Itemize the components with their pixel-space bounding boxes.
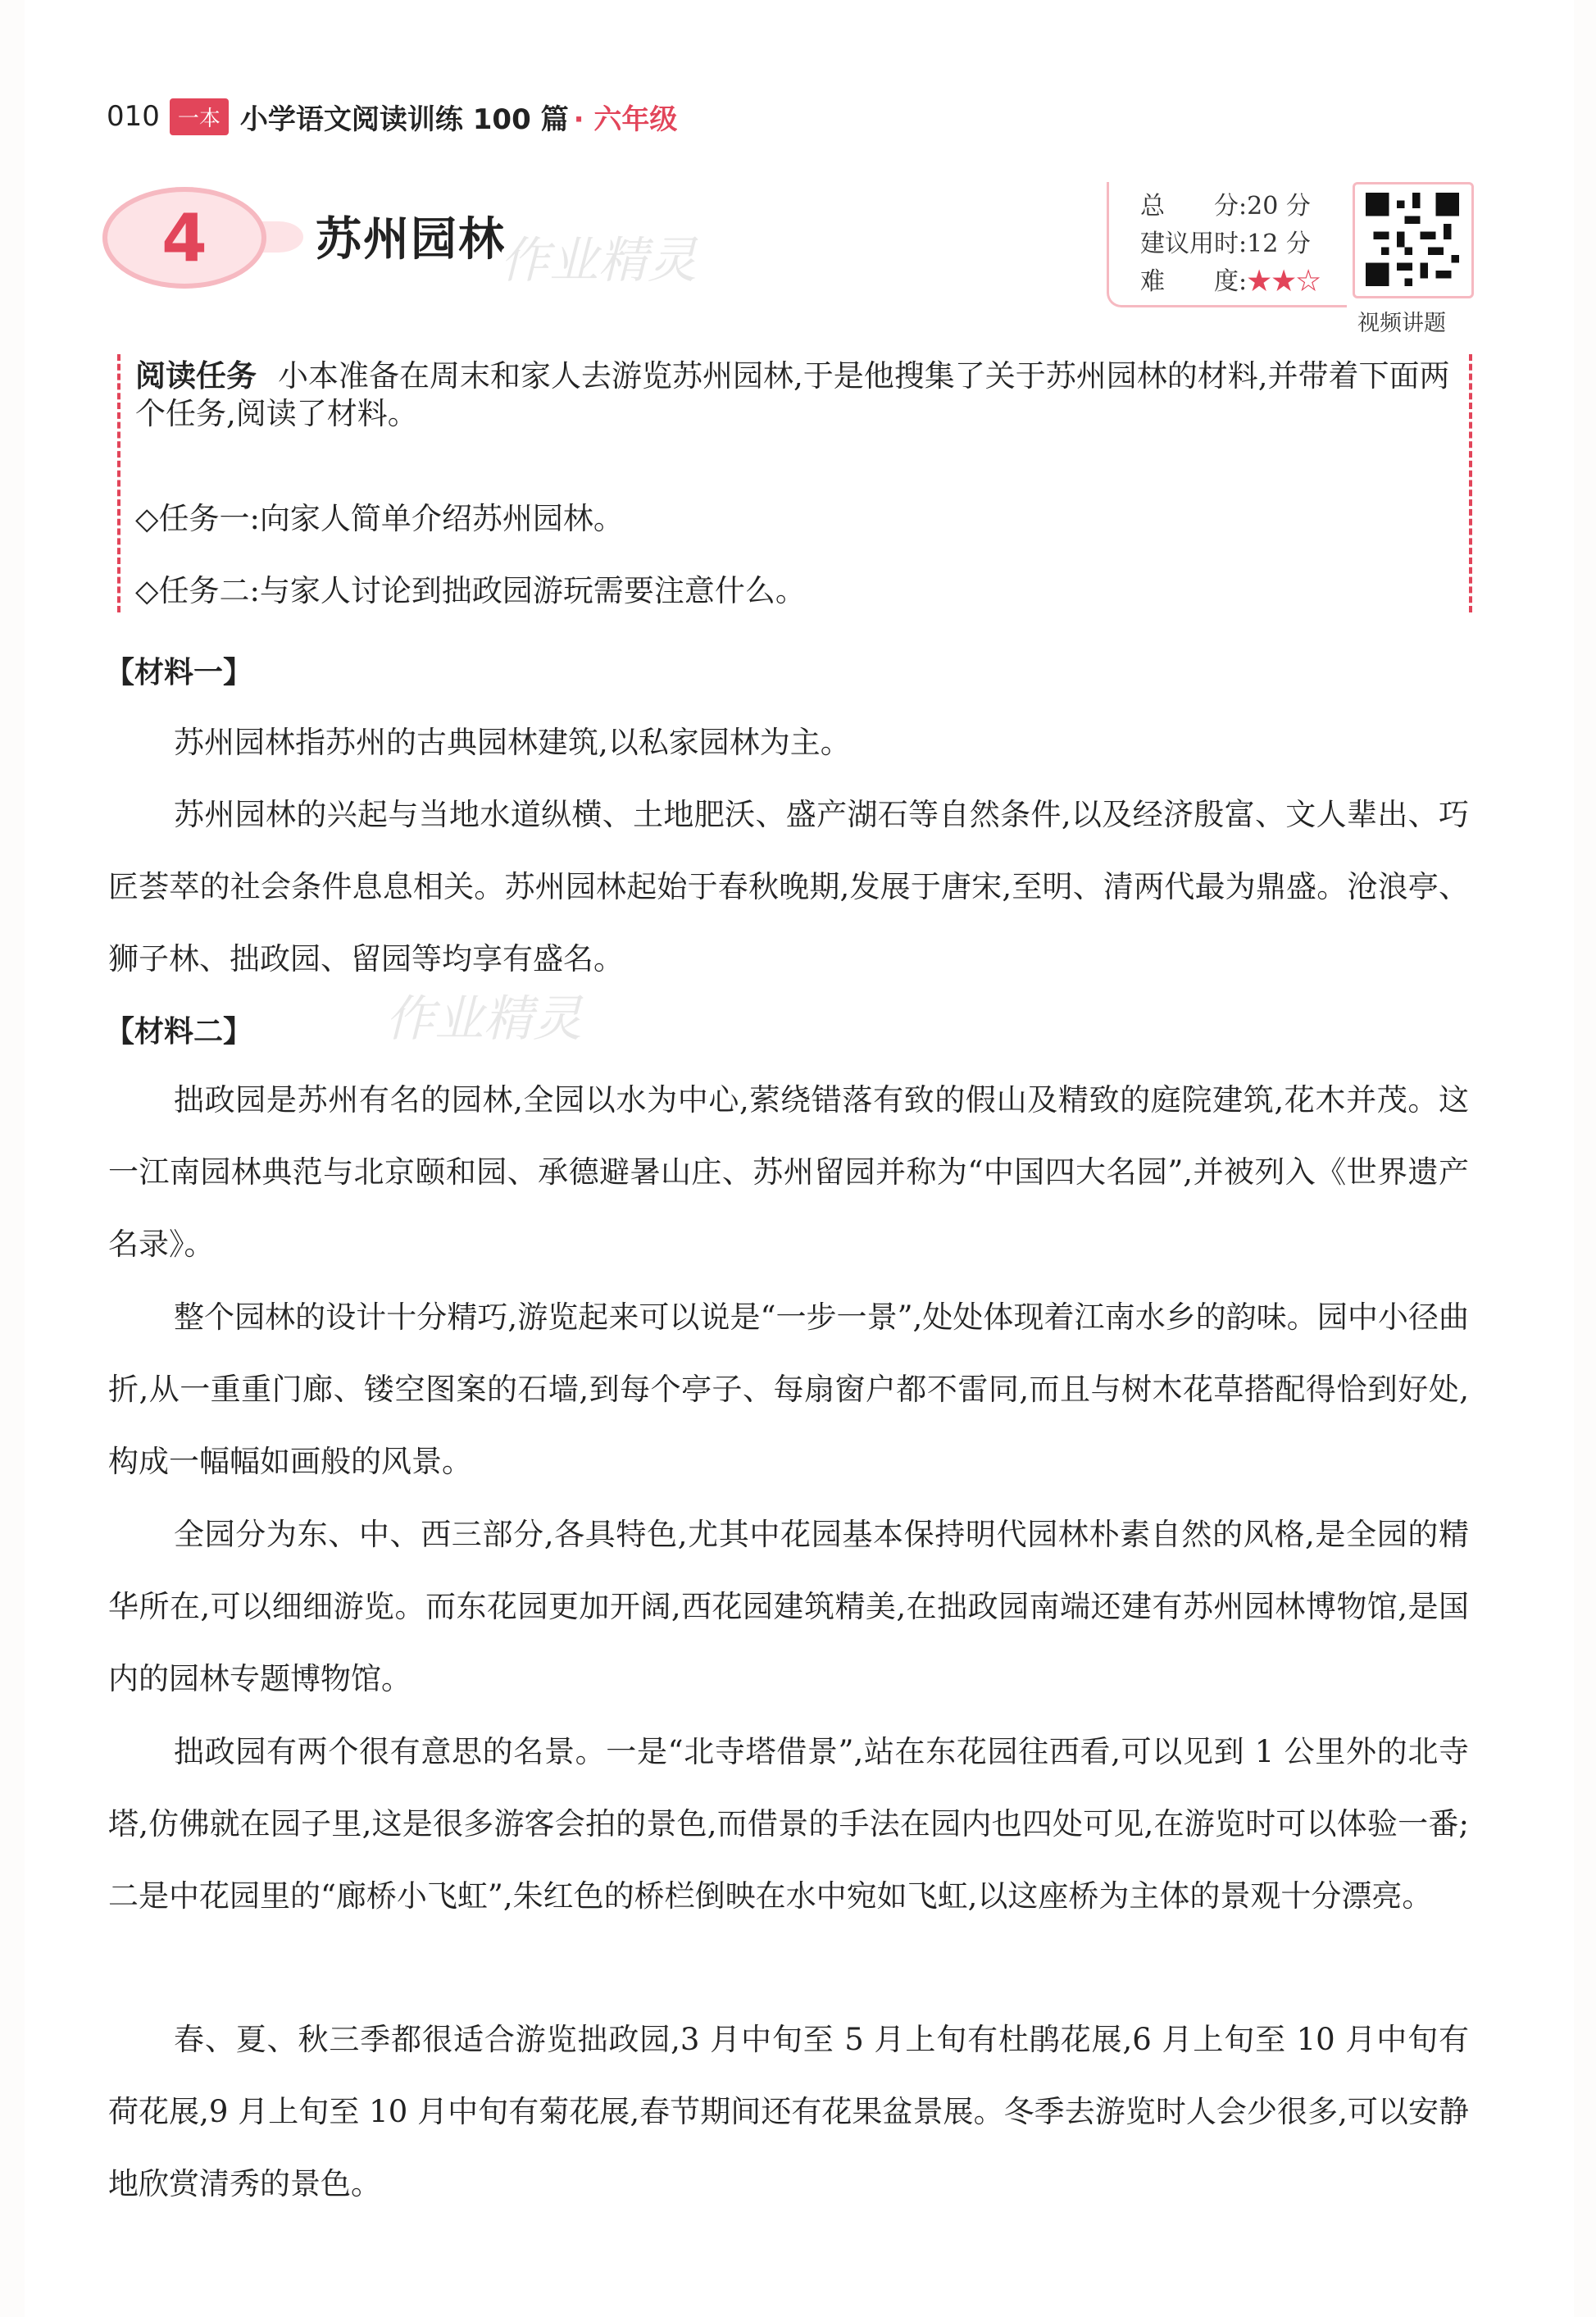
total-score: 总 分:20 分	[1140, 192, 1311, 221]
material-2-paragraph-4: 拙政园有两个很有意思的名景。一是“北寺塔借景”,站在东花园往西看,可以见到 1 公里外的北寺塔,仿佛就在园子里,这是很多游客会拍的景色,而借景的手法在园内也四处可见,在游览时可以体验一番;二是中花园里的“廊桥小飞虹”,朱红色的桥栏倒映在水中宛如飞虹,以这座桥为主体的景观十分漂亮。	[108, 1734, 1469, 1914]
qr-code-icon[interactable]	[1353, 182, 1474, 298]
task-intro	[135, 357, 1454, 433]
lesson-badge	[102, 187, 266, 289]
reading-task-box	[117, 354, 1472, 612]
watermark: 作业精灵	[500, 232, 697, 289]
difficulty-label: 难 度:	[1140, 267, 1248, 296]
material-1-paragraph-1: 苏州园林指苏州的古典园林建筑,以私家园林为主。	[174, 725, 851, 760]
difficulty	[1140, 261, 1321, 297]
running-header	[107, 92, 677, 141]
material-2-paragraph-5: 春、夏、秋三季都很适合游览拙政园,3 月中旬至 5 月上旬有杜鹃花展,6 月上旬至 10 月中旬有荷花展,9 月上旬至 10 月中旬有菊花展,春节期间还有花果盆景展。冬季去游览时人会少很多,可以安静地欣赏清秀的景色。	[108, 2022, 1469, 2201]
watermark: 作业精灵	[385, 990, 582, 1048]
task-item-1: ◇任务一:向家人简单介绍苏州园林。	[135, 501, 624, 536]
page-number: 010	[107, 100, 160, 133]
brand-logo: 一本	[170, 98, 229, 135]
material-1-paragraph-2: 苏州园林的兴起与当地水道纵横、土地肥沃、盛产湖石等自然条件,以及经济殷富、文人辈出、巧匠荟萃的社会条件息息相关。苏州园林起始于春秋晚期,发展于唐宋,至明、清两代最为鼎盛。沧浪亭、狮子林、拙政园、留园等均享有盛名。	[108, 797, 1469, 976]
material-2-heading: 【材料二】	[105, 1015, 253, 1049]
material-2-paragraph-1: 拙政园是苏州有名的园林,全园以水为中心,萦绕错落有致的假山及精致的庭院建筑,花木并茂。这一江南园林典范与北京颐和园、承德避暑山庄、苏州留园并称为“中国四大名园”,并被列入《世界遗产名录》。	[108, 1082, 1469, 1262]
suggested-time: 建议用时:12 分	[1140, 230, 1311, 258]
task-heading: 阅读任务	[135, 358, 257, 394]
qr-caption: 视频讲题	[1357, 311, 1446, 336]
difficulty-stars-icon: ★★☆	[1247, 267, 1321, 296]
grade-label: · 六年级	[573, 102, 678, 136]
series-title: 小学语文阅读训练 100 篇	[239, 102, 569, 136]
lesson-info-box	[1107, 182, 1347, 307]
task-intro-text: 小本准备在周末和家人去游览苏州园林,于是他搜集了关于苏州园林的材料,并带着下面两个任务,阅读了材料。	[135, 358, 1450, 431]
material-2-paragraph-3: 全园分为东、中、西三部分,各具特色,尤其中花园基本保持明代园林朴素自然的风格,是全园的精华所在,可以细细游览。而东花园更加开阔,西花园建筑精美,在拙政园南端还建有苏州园林博物馆,是国内的园林专题博物馆。	[108, 1517, 1469, 1696]
material-1-heading: 【材料一】	[105, 656, 253, 690]
lesson-title: 苏州园林	[316, 213, 506, 266]
lesson-number: 4	[161, 199, 207, 276]
material-2-paragraph-2: 整个园林的设计十分精巧,游览起来可以说是“一步一景”,处处体现着江南水乡的韵味。园中小径曲折,从一重重门廊、镂空图案的石墙,到每个亭子、每扇窗户都不雷同,而且与树木花草搭配得恰到好处,构成一幅幅如画般的风景。	[108, 1300, 1469, 1479]
task-item-2: ◇任务二:与家人讨论到拙政园游玩需要注意什么。	[135, 573, 806, 608]
